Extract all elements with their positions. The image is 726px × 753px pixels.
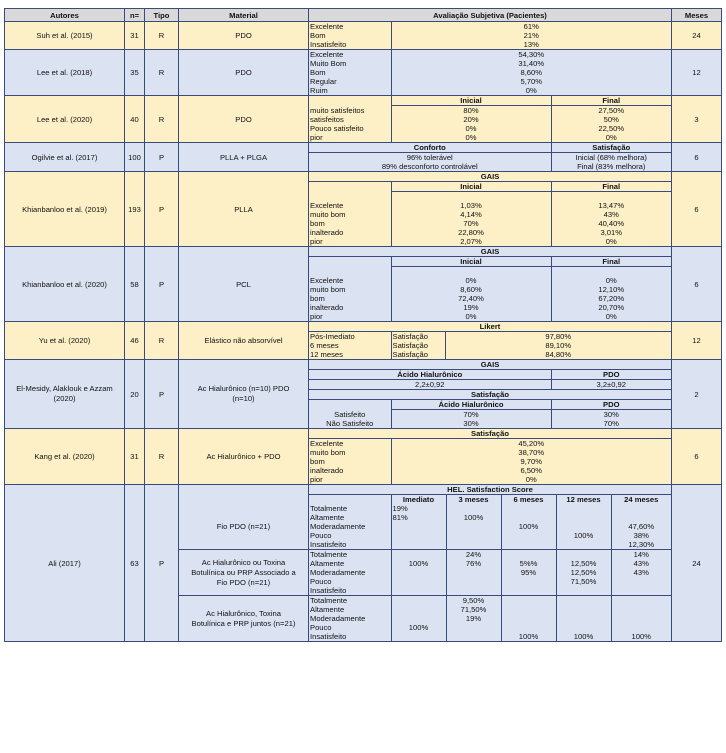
item-value [446, 504, 501, 513]
gais-value: 3,2±0,92 [551, 380, 671, 390]
item-label: muito bom [310, 210, 346, 219]
subheader: Final [551, 182, 671, 192]
item-label: Excelente [310, 276, 344, 285]
material-cell: Elástico não absorvível [179, 322, 309, 360]
item-value: 0% [551, 237, 671, 246]
n-cell: 46 [125, 322, 145, 360]
header-tipo: Tipo [145, 9, 179, 22]
item-value [501, 586, 556, 595]
n-cell: 63 [125, 485, 145, 642]
item-value [611, 504, 671, 513]
subheader: Ácido Hialurônico [391, 400, 551, 410]
item-value [556, 605, 611, 614]
item-label: 12 meses [310, 350, 343, 359]
header-avaliacao: Avaliação Subjetiva (Pacientes) [309, 9, 672, 22]
autor-cell: Yu et al. (2020) [5, 322, 125, 360]
item-value: 19% [391, 504, 446, 513]
n-cell: 100 [125, 143, 145, 172]
material-cell: Fio PDO (n=21) [179, 504, 309, 550]
item-label: muito satisfeitos [310, 105, 365, 115]
results-table [4, 8, 722, 642]
item-value: 20,70% [551, 303, 671, 312]
avaliacao-cell [309, 172, 672, 247]
item-value [556, 504, 611, 513]
subheader: Ácido Hialurônico [309, 370, 551, 380]
item-label: Totalmente [310, 504, 348, 513]
item-value: 70% [391, 219, 551, 228]
table-row [5, 172, 722, 247]
avaliacao-cell [309, 596, 672, 642]
item-label: Altamente [310, 513, 345, 522]
item-value: 0% [391, 312, 551, 321]
item-label: Muito Bom [310, 59, 347, 68]
header-row [5, 9, 722, 22]
item-value: 8,60% [391, 68, 671, 77]
item-label: bom [310, 219, 325, 228]
item-value: 100% [446, 513, 501, 522]
item-label: Excelente [310, 50, 344, 59]
item-value: 9,50% [446, 596, 501, 605]
item-label: Insatisfeito [310, 40, 347, 49]
subheader: PDO [551, 400, 671, 410]
item-value [446, 586, 501, 595]
item-label: Pouco [310, 577, 332, 586]
tipo-cell: R [145, 50, 179, 96]
col-header: 24 meses [611, 495, 671, 505]
item-label: 6 meses [310, 341, 339, 350]
satisfacao-header: Satisfação [309, 390, 671, 400]
item-label: Excelente [310, 22, 344, 31]
avaliacao-cell [309, 504, 672, 550]
item-value: 31,40% [391, 59, 671, 68]
subheader: Satisfação [551, 143, 671, 153]
item-value: 21% [391, 31, 671, 40]
item-value [446, 577, 501, 586]
gais-header: GAIS [309, 360, 671, 370]
item-label: pior [310, 475, 323, 484]
item-label: pior [310, 312, 323, 321]
item-value: 0% [391, 475, 671, 484]
meses-cell: 6 [672, 143, 722, 172]
meses-cell: 2 [672, 360, 722, 429]
item-value [501, 605, 556, 614]
item-label: Totalmente [310, 550, 348, 559]
gais-value: 2,2±0,92 [309, 380, 551, 390]
item-value: 3,01% [551, 228, 671, 237]
autor-cell: El-Mesidy, Alaklouk e Azzam (2020) [5, 360, 125, 429]
item-value [391, 522, 446, 531]
autor-cell: Khianbanloo et al. (2020) [5, 247, 125, 322]
item-value: 89,10% [445, 341, 671, 350]
item-value: 100% [556, 632, 611, 641]
col-header: 3 meses [446, 495, 501, 505]
item-label: Insatisfeito [310, 540, 347, 549]
item-value: 76% [446, 559, 501, 568]
autor-cell: Suh et al. (2015) [5, 22, 125, 50]
item-value: 43% [551, 210, 671, 219]
item-value [391, 577, 446, 586]
item-value: 89% desconforto controlável [381, 162, 478, 171]
item-value: 13,47% [551, 201, 671, 210]
item-value [391, 605, 446, 614]
n-cell: 193 [125, 172, 145, 247]
tipo-cell: P [145, 247, 179, 322]
table-row [5, 485, 722, 505]
item-label: Excelente [310, 439, 344, 448]
item-value [391, 540, 446, 549]
item-value [501, 513, 556, 522]
item-value: Inicial (68% melhora) [551, 153, 671, 163]
autor-cell: Kang et al. (2020) [5, 429, 125, 485]
n-cell: 31 [125, 429, 145, 485]
item-value: 12,50% [556, 568, 611, 577]
item-value: 1,03% [391, 201, 551, 210]
header-material: Material [179, 9, 309, 22]
meses-cell: 12 [672, 322, 722, 360]
material-cell: Ac Hialurônico + PDO [179, 429, 309, 485]
subheader: Inicial [391, 182, 551, 192]
item-value [391, 632, 446, 641]
meses-cell: 3 [672, 96, 722, 143]
item-value: 100% [611, 632, 671, 641]
item-value [501, 596, 556, 605]
item-value: 0% [391, 133, 551, 142]
item-label: Totalmente [310, 596, 348, 605]
item-value: 70% [391, 410, 551, 420]
col-header: 12 meses [556, 495, 611, 505]
meses-cell: 6 [672, 172, 722, 247]
n-cell: 35 [125, 50, 145, 96]
item-value: 30% [551, 410, 671, 420]
material-cell: PDO [179, 96, 309, 143]
item-label: Pouco [310, 623, 332, 632]
avaliacao-cell [309, 247, 672, 322]
avaliacao-cell [309, 429, 672, 485]
item-value [611, 586, 671, 595]
item-value [391, 596, 446, 605]
subheader: Inicial [391, 257, 551, 267]
item-label: Pós-Imediato [310, 332, 355, 341]
item-value: 5%% [501, 559, 556, 568]
col-header: 6 meses [501, 495, 556, 505]
material-cell: PDO [179, 50, 309, 96]
material-cell: PDO [179, 22, 309, 50]
item-value: 14% [611, 550, 671, 559]
item-value [556, 614, 611, 623]
item-value: 96% tolerável [406, 153, 453, 162]
item-value: 100% [556, 531, 611, 540]
item-value: 30% [391, 419, 551, 428]
avaliacao-cell [309, 50, 672, 96]
item-value [556, 513, 611, 522]
table-row [5, 322, 722, 360]
item-value: 8,60% [391, 285, 551, 294]
item-value [446, 623, 501, 632]
item-value [391, 568, 446, 577]
table-row [5, 50, 722, 96]
item-value [611, 614, 671, 623]
item-label: Satisfação [391, 341, 445, 350]
item-value: 4,14% [391, 210, 551, 219]
autor-cell: Ogilvie et al. (2017) [5, 143, 125, 172]
item-value [556, 540, 611, 549]
item-label: inalterado [310, 466, 344, 475]
item-value [556, 623, 611, 632]
item-label: pior [310, 133, 323, 142]
item-label: Insatisfeito [310, 586, 347, 595]
item-value: 6,50% [391, 466, 671, 475]
subheader: Inicial [391, 96, 551, 106]
item-value: 61% [391, 22, 671, 31]
ali-score-header-cell [309, 485, 672, 505]
item-value [556, 550, 611, 559]
gais-header: GAIS [309, 172, 671, 182]
item-value [556, 596, 611, 605]
autor-cell: Lee et al. (2020) [5, 96, 125, 143]
likert-header: Likert [309, 322, 671, 332]
autor-cell: Ali (2017) [5, 485, 125, 642]
material-cell: Ac Hialurônico (n=10) PDO (n=10) [179, 360, 309, 429]
item-value: 100% [501, 632, 556, 641]
avaliacao-cell [309, 22, 672, 50]
item-value: 38% [611, 531, 671, 540]
meses-cell: 6 [672, 247, 722, 322]
table-row [5, 143, 722, 172]
tipo-cell: P [145, 485, 179, 642]
item-value [446, 632, 501, 641]
item-label: Altamente [310, 559, 345, 568]
item-label: Satisfação [391, 350, 445, 359]
item-value: 54,30% [391, 50, 671, 59]
subheader: Conforto [309, 143, 551, 153]
item-label: Bom [310, 31, 326, 40]
item-value: 95% [501, 568, 556, 577]
item-label: Satisfação [391, 332, 445, 342]
item-value: 47,60% [611, 522, 671, 531]
item-value: 9,70% [391, 457, 671, 466]
item-value: 45,20% [391, 439, 671, 449]
item-label: Não Satisfeito [326, 419, 374, 428]
item-value: 5,70% [391, 77, 671, 86]
avaliacao-cell [309, 360, 672, 429]
item-value: 22,50% [551, 124, 671, 133]
material-cell: PLLA [179, 172, 309, 247]
header-meses: Meses [672, 9, 722, 22]
item-value [391, 614, 446, 623]
item-label: Pouco [310, 531, 332, 540]
item-label: Moderadamente [310, 614, 366, 623]
subheader: Final [551, 257, 671, 267]
tipo-cell: P [145, 172, 179, 247]
item-label: inalterado [310, 303, 344, 312]
material-cell: Ac Hialurônico ou Toxina Botulínica ou PRP Associado a Fio PDO (n=21) [179, 550, 309, 596]
item-label: Pouco satisfeito [310, 124, 364, 133]
item-value: 50% [551, 115, 671, 124]
item-label: bom [310, 294, 325, 303]
item-value: 19% [391, 303, 551, 312]
avaliacao-cell [309, 143, 672, 172]
autor-cell: Khianbanloo et al. (2019) [5, 172, 125, 247]
header-n: n= [125, 9, 145, 22]
item-value: 12,10% [551, 285, 671, 294]
item-value [501, 614, 556, 623]
autor-cell: Lee et al. (2018) [5, 50, 125, 96]
n-cell: 20 [125, 360, 145, 429]
item-value: 100% [391, 623, 446, 632]
item-value [611, 623, 671, 632]
tipo-cell: R [145, 22, 179, 50]
item-value: Final (83% melhora) [551, 162, 671, 171]
item-value [446, 522, 501, 531]
tipo-cell: R [145, 429, 179, 485]
item-label: inalterado [310, 228, 344, 237]
item-label: Insatisfeito [310, 632, 347, 641]
item-value: 0% [551, 312, 671, 321]
table-row [5, 429, 722, 485]
material-cell: PLLA + PLGA [179, 143, 309, 172]
subheader: PDO [551, 370, 671, 380]
gais-header: GAIS [309, 247, 671, 257]
item-value: 0% [551, 276, 671, 285]
table-row [5, 22, 722, 50]
item-value: 0% [391, 86, 671, 95]
item-value [611, 605, 671, 614]
item-value [391, 531, 446, 540]
tipo-cell: P [145, 360, 179, 429]
item-label: bom [310, 457, 325, 466]
item-value: 27,50% [551, 106, 671, 116]
meses-cell: 24 [672, 485, 722, 642]
header-autores: Autores [5, 9, 125, 22]
n-cell: 58 [125, 247, 145, 322]
item-value [501, 504, 556, 513]
item-value [611, 577, 671, 586]
item-value: 0% [391, 276, 551, 285]
item-value: 100% [501, 522, 556, 531]
table-row [5, 247, 722, 322]
n-cell: 40 [125, 96, 145, 143]
item-label: pior [310, 237, 323, 246]
table-row [5, 360, 722, 429]
item-value: 0% [391, 124, 551, 133]
item-value: 43% [611, 568, 671, 577]
item-label: muito bom [310, 448, 346, 457]
item-label: Excelente [310, 201, 344, 210]
item-label: Regular [310, 77, 337, 86]
meses-cell: 12 [672, 50, 722, 96]
tipo-cell: R [145, 322, 179, 360]
item-value: 72,40% [391, 294, 551, 303]
item-label: Moderadamente [310, 568, 366, 577]
item-value [446, 568, 501, 577]
meses-cell: 6 [672, 429, 722, 485]
tipo-cell: R [145, 96, 179, 143]
item-value [501, 550, 556, 559]
avaliacao-cell [309, 96, 672, 143]
item-value [556, 522, 611, 531]
n-cell: 31 [125, 22, 145, 50]
item-value [501, 531, 556, 540]
item-value: 43% [611, 559, 671, 568]
item-value: 81% [391, 513, 446, 522]
item-value [611, 596, 671, 605]
item-value: 97,80% [445, 332, 671, 342]
avaliacao-cell [309, 550, 672, 596]
item-value: 71,50% [446, 605, 501, 614]
col-header: Imediato [391, 495, 446, 505]
item-value: 67,20% [551, 294, 671, 303]
item-value: 20% [391, 115, 551, 124]
item-value: 84,80% [445, 350, 671, 359]
item-label: Altamente [310, 605, 345, 614]
item-value: 0% [551, 133, 671, 142]
material-cell: Ac Hialurônico, Toxina Botulínica e PRP juntos (n=21) [179, 596, 309, 642]
item-value: 40,40% [551, 219, 671, 228]
item-value [446, 540, 501, 549]
meses-cell: 24 [672, 22, 722, 50]
item-value [501, 540, 556, 549]
item-value [501, 577, 556, 586]
item-value: 13% [391, 40, 671, 49]
item-value [501, 623, 556, 632]
item-value: 80% [391, 106, 551, 116]
hel-score-header: HEL. Satisfaction Score [309, 485, 671, 495]
item-label: Bom [310, 68, 326, 77]
item-label: Ruim [310, 86, 328, 95]
item-value: 19% [446, 614, 501, 623]
item-value: 24% [446, 550, 501, 559]
item-label: satisfeitos [310, 115, 344, 124]
item-label: Satisfeito [334, 409, 366, 419]
material-cell: PCL [179, 247, 309, 322]
item-value [446, 531, 501, 540]
item-value: 12,50% [556, 559, 611, 568]
tipo-cell: P [145, 143, 179, 172]
item-value [556, 586, 611, 595]
table-row [5, 96, 722, 143]
item-value [611, 513, 671, 522]
item-label: Moderadamente [310, 522, 366, 531]
item-value: 70% [551, 419, 671, 428]
item-value: 12,30% [611, 540, 671, 549]
subheader: Final [551, 96, 671, 106]
avaliacao-cell [309, 322, 672, 360]
item-value: 100% [391, 559, 446, 568]
satisfacao-header: Satisfação [309, 429, 671, 439]
item-value: 22,80% [391, 228, 551, 237]
item-value: 38,70% [391, 448, 671, 457]
item-value [391, 586, 446, 595]
item-label: muito bom [310, 285, 346, 294]
item-value: 71,50% [556, 577, 611, 586]
item-value [391, 550, 446, 559]
item-value: 2,07% [391, 237, 551, 246]
